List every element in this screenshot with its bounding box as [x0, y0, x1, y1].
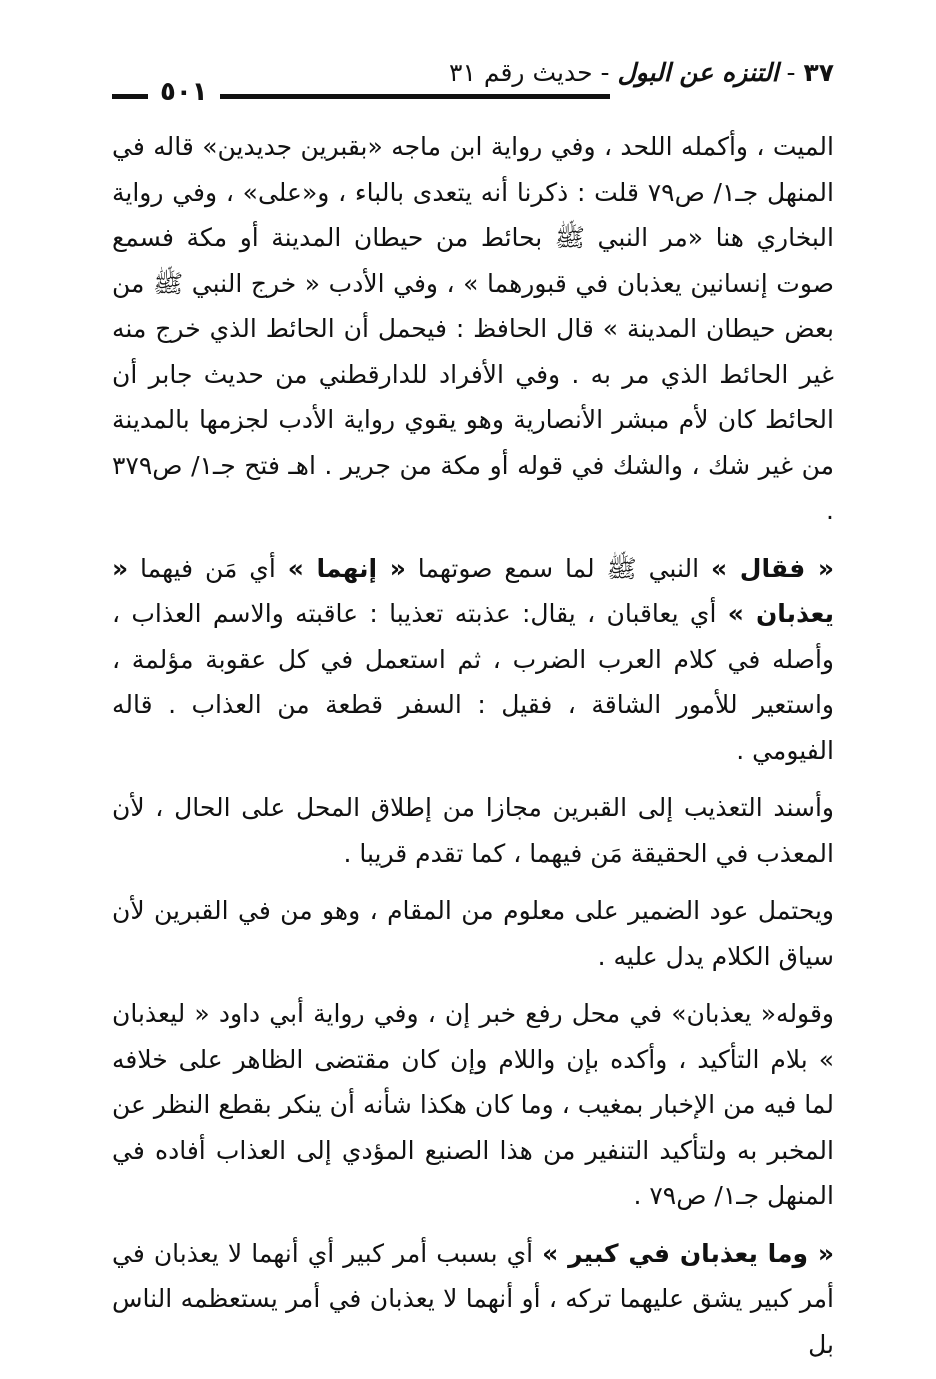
paragraph-2-text-c: أي يعاقبان ، يقال: عذبته تعذيبا : عاقبته والاسم العذاب ، وأصله في كلام العرب الضرب ، ثم استعمل في كل عقوبة مؤلمة ، واستعير للأمور الشاقة ، فقيل : السفر قطعة من العذاب . قاله الفيومي . — [112, 599, 834, 765]
header-rule-left — [112, 94, 148, 99]
page-header — [112, 48, 834, 107]
paragraph-4: ويحتمل عود الضمير على معلوم من المقام ، وهو من في القبرين لأن سياق الكلام يدل عليه . — [112, 896, 834, 971]
paragraph-5: وقوله« يعذبان» في محل رفع خبر إن ، وفي رواية أبي داود « ليعذبان » بلام التأكيد ، وأكده بإن واللام وإن كان مقتضى الظاهر على خلافه لما فيه من الإخبار بمغيب ، وما كان هكذا شأنه أن ينكر بقطع النظر عن المخبر به ولتأكيد التنفير من هذا الصنيع المؤدي إلى العذاب أفاده في المنهل جـ١/ ص٧٩ . — [112, 999, 834, 1210]
hadith-label: حديث رقم ٣١ — [449, 58, 593, 87]
section-number: ٣٧ — [803, 58, 834, 87]
commentary-text — [112, 124, 834, 1379]
running-head: ٣٧ - التنزه عن البول - حديث رقم ٣١ — [449, 58, 834, 87]
quoted-phrase-yuadhaban: « يعذبان » — [112, 553, 835, 628]
quoted-phrase-wama-yuadhaban: « وما يعذبان في كبير » — [542, 1238, 834, 1268]
header-rule — [220, 94, 610, 99]
paragraph-2-text-b: أي مَن فيهما — [128, 553, 288, 583]
paragraph-1: الميت ، وأكمله اللحد ، وفي رواية ابن ماجه «بقبرين جديدين» قاله في المنهل جـ١/ ص٧٩ قلت : ذكرنا أنه يتعدى بالباء ، و«على» ، وفي رواية البخاري هنا «مر النبي ﷺ بحائط من حيطان المدينة أو مكة فسمع صوت إنسانين يعذبان في قبورهما » ، وفي الأدب « خرج النبي ﷺ من بعض حيطان المدينة » قال الحافظ : فيحمل أن الحائط الذي خرج منه غير الحائط الذي مر به . وفي الأفراد للدارقطني من حديث جابر أن الحائط كان لأم مبشر الأنصارية وهو يقوي رواية الأدب لجزمها بالمدينة من غير شك ، والشك في قوله أو مكة من جرير . اهـ فتح جـ١/ ص٣٧٩ . — [112, 132, 834, 525]
section-title: التنزه عن البول — [617, 58, 779, 87]
paragraph-2 — [112, 546, 834, 774]
paragraph-6-text: أي بسبب أمر كبير أي أنهما لا يعذبان في أمر كبير يشق عليهما تركه ، أو أنهما لا يعذبان في أمر يستعظمه الناس بل — [112, 1238, 834, 1359]
paragraph-2-text-a: النبي ﷺ لما سمع صوتهما — [405, 553, 711, 583]
paragraph-3: وأسند التعذيب إلى القبرين مجازا من إطلاق المحل على الحال ، لأن المعذب في الحقيقة مَن فيهما ، كما تقدم قريبا . — [112, 793, 834, 868]
quoted-phrase-innahuma: « إنهما » — [287, 553, 406, 583]
paragraph-6 — [112, 1231, 834, 1368]
quoted-phrase-faqala: « فقال » — [710, 553, 834, 583]
page-number: ٥٠١ — [160, 77, 208, 107]
